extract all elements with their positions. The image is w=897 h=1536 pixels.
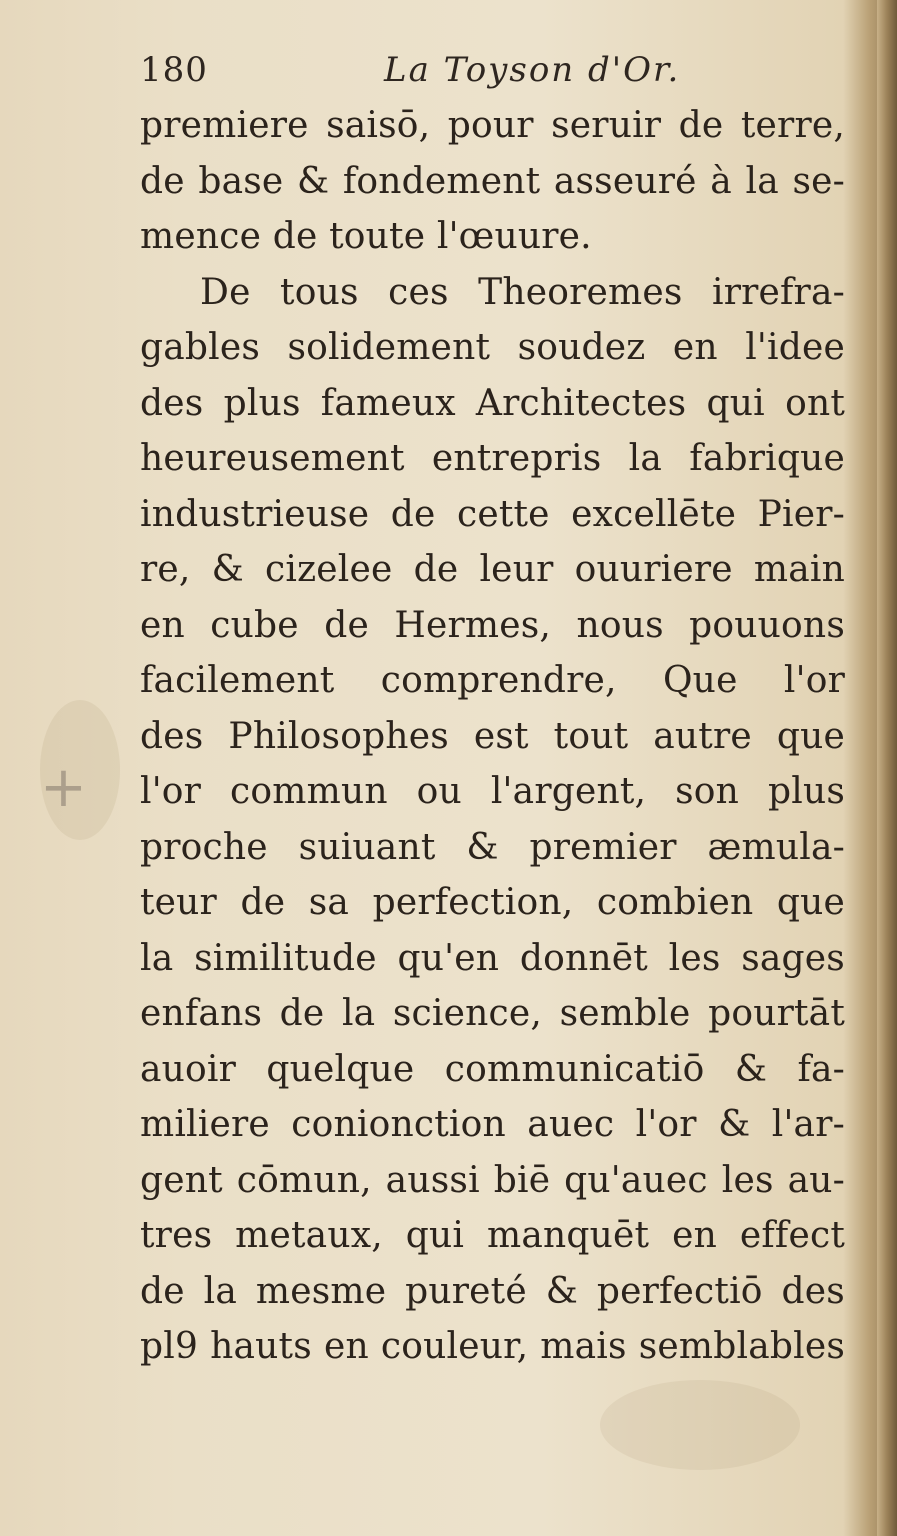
body-text [140, 98, 845, 1375]
text-line: tres metaux, qui manquēt en effect [140, 1215, 845, 1256]
text-line: mence de toute l'œuure. [140, 216, 592, 257]
text-line: industrieuse de cette excellēte Pier- [140, 493, 845, 535]
text-line: teur de sa perfection, combien que [140, 882, 845, 923]
text-line: l'or commun ou l'argent, son plus [140, 771, 845, 812]
text-line: heureusement entrepris la fabrique [140, 438, 845, 479]
text-line: enfans de la science, semble pourtāt [140, 993, 845, 1034]
text-line: pl9 hauts en couleur, mais semblables [140, 1326, 845, 1367]
text-line: premiere saisō, pour seruir de terre, [140, 105, 845, 146]
text-line: De tous ces Theoremes irrefra- [200, 271, 845, 313]
page-header [140, 44, 840, 96]
page-gutter-edge [877, 0, 897, 1536]
text-line: miliere conionction auec l'or & l'ar- [140, 1104, 845, 1145]
page-number: 180 [140, 50, 208, 90]
text-line: en cube de Hermes, nous pouuons [140, 604, 845, 646]
text-line: des Philosophes est tout autre que [140, 715, 845, 757]
text-line: proche suiuant & premier æmula- [140, 826, 845, 868]
text-line: gent cōmun, aussi biē qu'auec les au- [140, 1159, 845, 1201]
text-line: la similitude qu'en donnēt les sages [140, 937, 845, 979]
text-line: auoir quelque communicatiō & fa- [140, 1048, 845, 1090]
text-line: gables solidement soudez en l'idee [140, 327, 845, 368]
running-title: La Toyson d'Or. [384, 50, 681, 90]
text-line: facilement comprendre, Que l'or [140, 660, 845, 701]
text-line: de la mesme pureté & perfectiō des [140, 1270, 845, 1312]
pencil-cross-mark: + [40, 755, 87, 820]
paper-stain [600, 1380, 800, 1470]
text-line: de base & fondement asseuré à la se- [140, 160, 845, 202]
text-line: re, & cizelee de leur ouuriere main [140, 549, 845, 590]
text-line: des plus fameux Architectes qui ont [140, 382, 845, 424]
